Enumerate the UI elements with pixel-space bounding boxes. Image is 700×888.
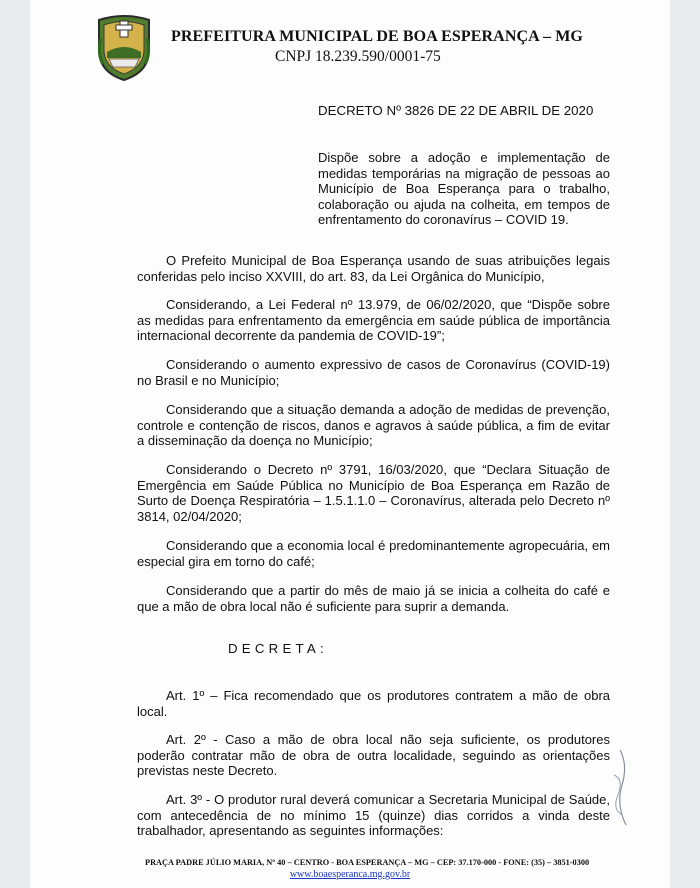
decree-summary: Dispõe sobre a adoção e implementação de medidas temporárias na migração de pessoas ao Município de Boa Esperança para o trabalho, colaboração ou ajuda na colheita, em tempos de enfrentamento do coronavírus – COVID 19. — [318, 150, 610, 228]
city-hall-title: PREFEITURA MUNICIPAL DE BOA ESPERANÇA – MG — [171, 28, 583, 45]
article-3: Art. 3º - O produtor rural deverá comunicar a Secretaria Municipal de Saúde, com antecedência de no mínimo 15 (quinze) dias corridos a vinda deste trabalhador, apresentando as seguintes informações: — [137, 792, 610, 839]
article-1: Art. 1º – Fica recomendado que os produtores contratem a mão de obra local. — [137, 688, 610, 719]
considering-paragraph: Considerando, a Lei Federal nº 13.979, de 06/02/2020, que “Dispõe sobre as medidas para enfrentamento da emergência em saúde pública de importância internacional decorrente da pandemia de COVID-19”; — [137, 297, 610, 344]
decreta-heading: DECRETA: — [228, 641, 328, 656]
preamble-paragraph: O Prefeito Municipal de Boa Esperança usando de suas atribuições legais conferidas pelo inciso XXVIII, do art. 83, da Lei Orgânica do Município, — [137, 253, 610, 284]
considering-paragraph: Considerando que a partir do mês de maio já se inicia a colheita do café e que a mão de obra local não é suficiente para suprir a demanda. — [137, 583, 610, 614]
website-link[interactable]: www.boaesperanca.mg.gov.br — [289, 869, 411, 880]
article-2: Art. 2º - Caso a mão de obra local não seja suficiente, os produtores poderão contratar mão de obra de outra localidade, seguindo as orientações previstas neste Decreto. — [137, 732, 610, 779]
cnpj-number: CNPJ 18.239.590/0001-75 — [275, 48, 441, 65]
considering-paragraph: Considerando o Decreto nº 3791, 16/03/2020, que “Declara Situação de Emergência em Saúde Pública no Município de Boa Esperança em Razão de Surto de Doença Respiratória – 1.5.1.1.0 – Coronavírus, alterada pelo Decreto nº 3814, 02/04/2020; — [137, 462, 610, 524]
document-page — [30, 0, 670, 888]
considering-paragraph: Considerando que a situação demanda a adoção de medidas de prevenção, controle e contenção de riscos, danos e agravos à saúde pública, a fim de evitar a disseminação da doença no Município; — [137, 402, 610, 449]
decree-title: DECRETO Nº 3826 DE 22 DE ABRIL DE 2020 — [318, 103, 594, 118]
signature-mark — [598, 745, 638, 830]
footer-address: PRAÇA PADRE JÚLIO MARIA, Nº 40 – CENTRO - BOA ESPERANÇA – MG – CEP: 37.170-000 - FONE: (35) – 3851-0300 — [145, 858, 590, 867]
considering-paragraph: Considerando que a economia local é predominantemente agropecuária, em especial gira em torno do café; — [137, 538, 610, 569]
municipal-coat-of-arms-icon — [95, 12, 153, 82]
considering-paragraph: Considerando o aumento expressivo de casos de Coronavírus (COVID-19) no Brasil e no Município; — [137, 357, 610, 388]
